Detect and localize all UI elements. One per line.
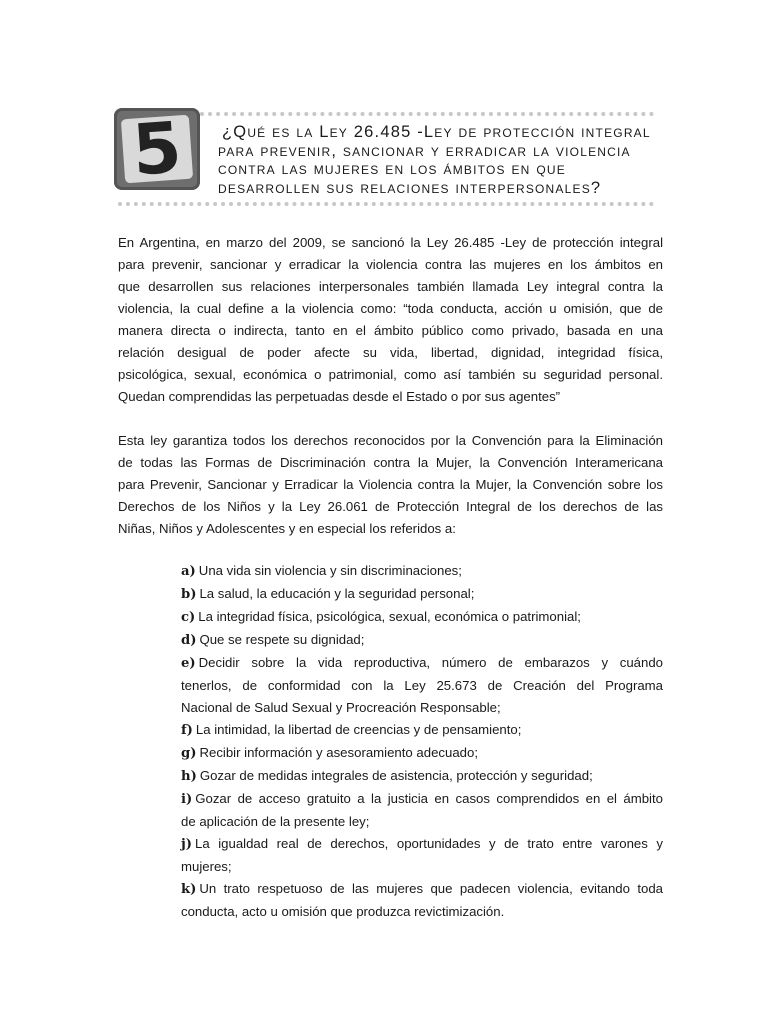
rights-list-item bbox=[181, 765, 663, 788]
rights-list-item bbox=[181, 629, 663, 652]
paragraph-line: relación desigual de poder afecte su vida, libertad, dignidad, integridad física, bbox=[118, 345, 663, 360]
rights-list-item bbox=[181, 742, 663, 765]
rights-item-text: conducta, acto u omisión que produzca revictimización. bbox=[181, 904, 505, 919]
rights-item-text: Una vida sin violencia y sin discriminaciones; bbox=[198, 563, 462, 578]
rights-item-line bbox=[181, 833, 663, 856]
rights-item-letter: g) bbox=[181, 746, 197, 761]
chapter-number-badge bbox=[114, 108, 200, 190]
rights-item-line bbox=[181, 765, 663, 788]
rights-item-line bbox=[181, 811, 663, 833]
rights-item-letter: d) bbox=[181, 633, 197, 648]
rights-item-letter: c) bbox=[181, 610, 196, 625]
rights-list bbox=[181, 560, 663, 923]
rights-item-text: Un trato respetuoso de las mujeres que padecen violencia, evitando toda bbox=[199, 881, 663, 896]
rights-item-text: La igualdad real de derechos, oportunidades y de trato entre varones y bbox=[195, 836, 663, 851]
rights-item-letter: f) bbox=[181, 723, 193, 738]
paragraph-line: Niñas, Niños y Adolescentes y en especial los referidos a: bbox=[118, 521, 456, 536]
rights-list-item bbox=[181, 719, 663, 742]
rights-item-letter: j) bbox=[181, 837, 193, 852]
rights-item-text: Gozar de acceso gratuito a la justicia en casos comprendidos en el ámbito bbox=[195, 791, 663, 806]
rights-item-line bbox=[181, 675, 663, 697]
header-dotted-rule-bottom bbox=[118, 202, 654, 206]
rights-item-text: Que se respete su dignidad; bbox=[199, 632, 365, 647]
rights-item-text: La integridad física, psicológica, sexual, económica o patrimonial; bbox=[198, 609, 581, 624]
rights-item-line bbox=[181, 719, 663, 742]
rights-item-letter: h) bbox=[181, 769, 197, 784]
rights-item-line bbox=[181, 583, 663, 606]
rights-item-line bbox=[181, 652, 663, 675]
rights-item-letter: e) bbox=[181, 656, 196, 671]
paragraph-line: En Argentina, en marzo del 2009, se sancionó la Ley 26.485 -Ley de protección integral bbox=[118, 235, 663, 250]
paragraph-line: Quedan comprendidas las perpetuadas desde el Estado o por sus agentes” bbox=[118, 389, 561, 404]
rights-list-item bbox=[181, 652, 663, 719]
paragraph-line: de todas las Formas de Discriminación contra la Mujer, la Convención Interamericana bbox=[118, 455, 663, 470]
header-dotted-rule-top bbox=[200, 112, 654, 116]
rights-intro-paragraph bbox=[118, 430, 663, 540]
rights-item-text: tenerlos, de conformidad con la Ley 25.673 de Creación del Programa bbox=[181, 678, 663, 693]
rights-item-line bbox=[181, 629, 663, 652]
paragraph-line: Esta ley garantiza todos los derechos reconocidos por la Convención para la Eliminación bbox=[118, 433, 663, 448]
rights-item-line bbox=[181, 560, 663, 583]
rights-item-line bbox=[181, 742, 663, 765]
rights-item-text: Gozar de medidas integrales de asistencia, protección y seguridad; bbox=[199, 768, 593, 783]
rights-item-line bbox=[181, 788, 663, 811]
section-title-line: para prevenir, sancionar y erradicar la violencia bbox=[218, 141, 631, 160]
rights-item-text: La salud, la educación y la seguridad personal; bbox=[199, 586, 475, 601]
rights-list-item bbox=[181, 583, 663, 606]
rights-item-line bbox=[181, 606, 663, 629]
rights-list-item bbox=[181, 606, 663, 629]
paragraph-line: para Prevenir, Sancionar y Erradicar la Violencia contra la Mujer, la Convención sobre los bbox=[118, 477, 663, 492]
rights-item-letter: a) bbox=[181, 564, 196, 579]
rights-item-text: Decidir sobre la vida reproductiva, número de embarazos y cuándo bbox=[198, 655, 663, 670]
rights-list-item bbox=[181, 878, 663, 923]
paragraph-line: manera directa o indirecta, tanto en el ámbito público como privado, basada en una bbox=[118, 323, 663, 338]
rights-list-item bbox=[181, 560, 663, 583]
rights-item-line bbox=[181, 878, 663, 901]
section-title-line: desarrollen sus relaciones interpersonales? bbox=[218, 178, 602, 197]
paragraph-line: Derechos de los Niños y la Ley 26.061 de Protección Integral de los derechos de las bbox=[118, 499, 663, 514]
paragraph-line: psicológica, sexual, económica o patrimonial, como así también su seguridad personal. bbox=[118, 367, 663, 382]
section-title bbox=[218, 123, 658, 197]
rights-item-line bbox=[181, 901, 663, 923]
section-title-line: contra las mujeres en los ámbitos en que bbox=[218, 160, 566, 178]
intro-paragraph bbox=[118, 232, 663, 408]
section-title-line: ¿Qué es la Ley 26.485 -Ley de protección integral bbox=[222, 123, 651, 141]
rights-item-letter: i) bbox=[181, 792, 193, 807]
rights-item-text: Recibir información y asesoramiento adecuado; bbox=[199, 745, 479, 760]
rights-item-text: Nacional de Salud Sexual y Procreación Responsable; bbox=[181, 700, 501, 715]
rights-item-text: mujeres; bbox=[181, 859, 232, 874]
paragraph-line: para prevenir, sancionar y erradicar la violencia contra las mujeres en los ámbitos en bbox=[118, 257, 663, 272]
rights-item-letter: b) bbox=[181, 587, 197, 602]
rights-item-line bbox=[181, 697, 663, 719]
rights-list-item bbox=[181, 788, 663, 833]
rights-item-line bbox=[181, 856, 663, 878]
rights-list-item bbox=[181, 833, 663, 878]
rights-item-text: de aplicación de la presente ley; bbox=[181, 814, 370, 829]
rights-item-text: La intimidad, la libertad de creencias y de pensamiento; bbox=[195, 722, 522, 737]
rights-item-letter: k) bbox=[181, 882, 197, 897]
chapter-number: 5 bbox=[121, 115, 193, 184]
paragraph-line: violencia, la cual define a la violencia como: “toda conducta, acción u omisión, que de bbox=[118, 301, 663, 316]
paragraph-line: que desarrollen sus relaciones interpersonales también llamada Ley integral contra la bbox=[118, 279, 663, 294]
